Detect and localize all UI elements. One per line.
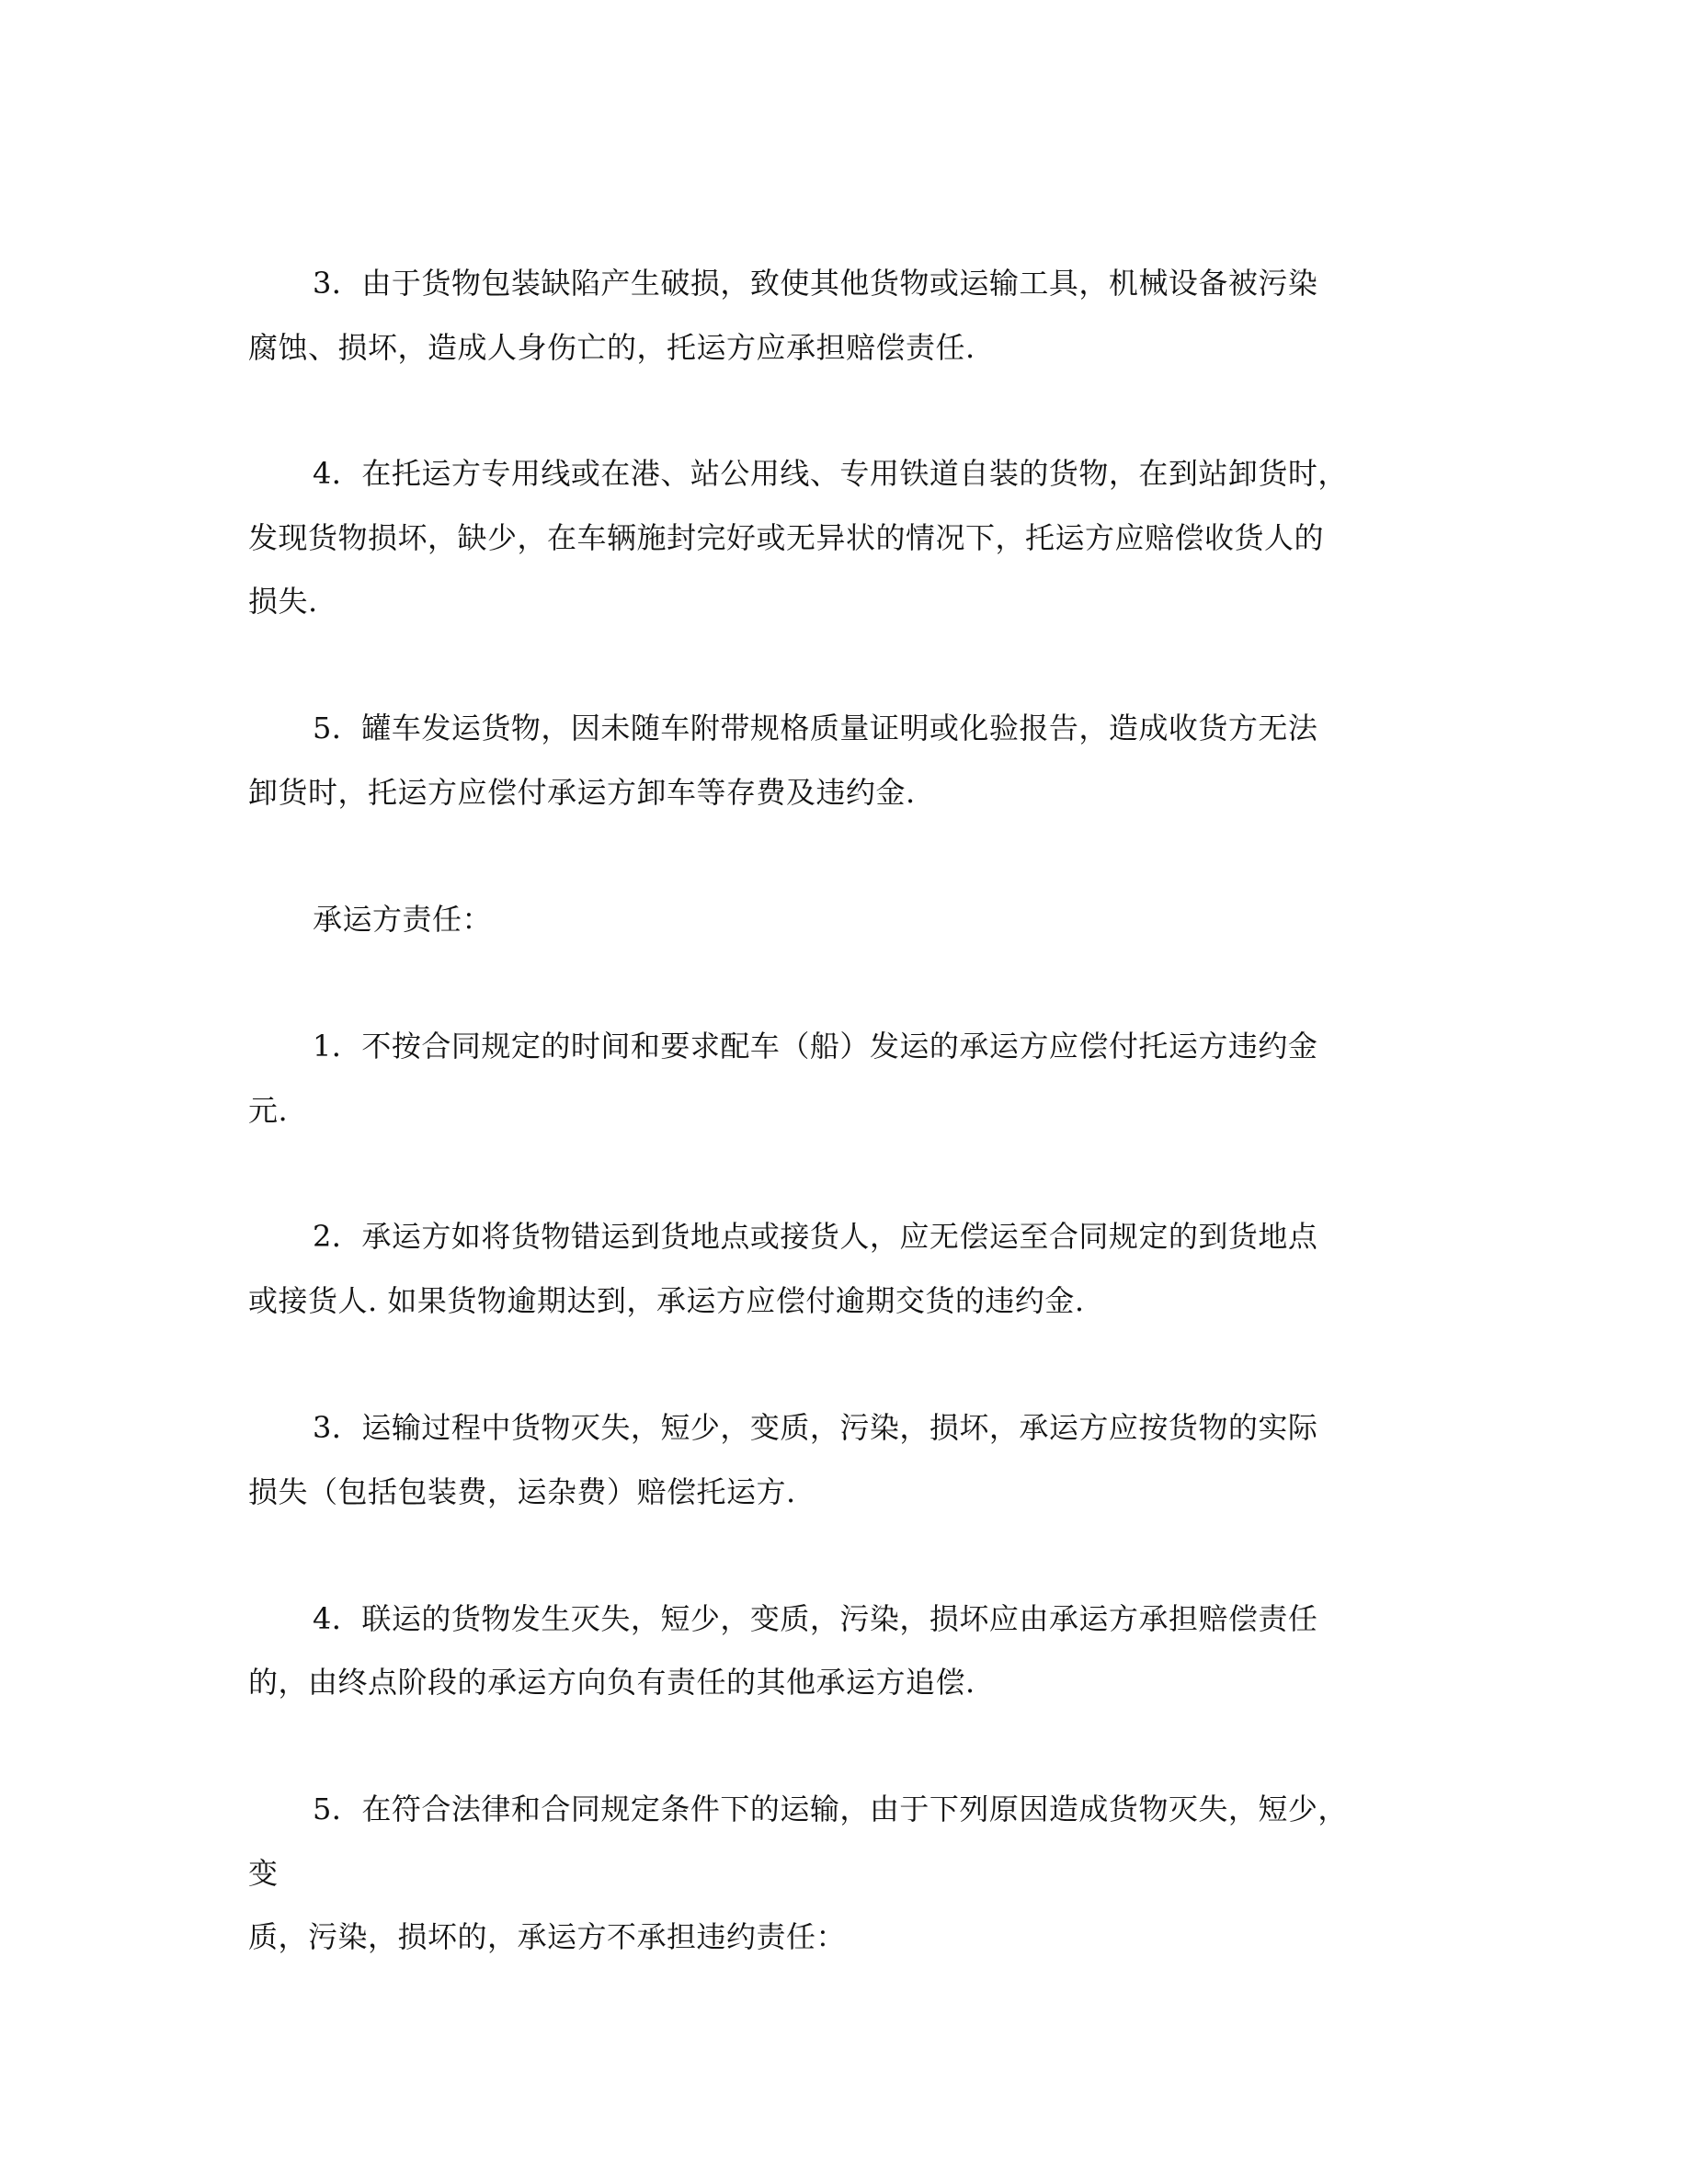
section-heading: 承运方责任： bbox=[313, 902, 493, 937]
paragraph-9-line-2: 变 bbox=[248, 1856, 279, 1891]
paragraph-5-line-1: 1．不按合同规定的时间和要求配车（船）发运的承运方应偿付托运方违约金 bbox=[313, 1029, 1318, 1064]
paragraph-2-line-3: 损失. bbox=[248, 584, 318, 619]
paragraph-7-line-1: 3．运输过程中货物灭失，短少，变质，污染，损坏，承运方应按货物的实际 bbox=[313, 1410, 1318, 1445]
paragraph-9-line-3: 质，污染，损坏的，承运方不承担违约责任： bbox=[248, 1919, 847, 1954]
paragraph-3-line-2: 卸货时，托运方应偿付承运方卸车等存费及违约金. bbox=[248, 775, 916, 810]
paragraph-7-line-2: 损失（包括包装费，运杂费）赔偿托运方. bbox=[248, 1474, 796, 1509]
paragraph-9-line-1: 5．在符合法律和合同规定条件下的运输，由于下列原因造成货物灭失，短少， bbox=[313, 1792, 1348, 1826]
paragraph-3-line-1: 5．罐车发运货物，因未随车附带规格质量证明或化验报告，造成收货方无法 bbox=[313, 711, 1318, 745]
paragraph-6-line-1: 2．承运方如将货物错运到货地点或接货人，应无偿运至合同规定的到货地点 bbox=[313, 1219, 1318, 1254]
paragraph-5-line-2: 元. bbox=[248, 1093, 289, 1128]
paragraph-8-line-1: 4．联运的货物发生灭失，短少，变质，污染，损坏应由承运方承担赔偿责任 bbox=[313, 1601, 1318, 1636]
paragraph-2-line-2: 发现货物损坏，缺少，在车辆施封完好或无异状的情况下，托运方应赔偿收货人的 bbox=[248, 520, 1325, 555]
paragraph-6-line-2: 或接货人. 如果货物逾期达到，承运方应偿付逾期交货的违约金. bbox=[248, 1283, 1085, 1318]
paragraph-1-line-2: 腐蚀、损坏，造成人身伤亡的，托运方应承担赔偿责任. bbox=[248, 330, 975, 365]
paragraph-1-line-1: 3．由于货物包装缺陷产生破损，致使其他货物或运输工具，机械设备被污染 bbox=[313, 266, 1318, 301]
paragraph-2-line-1: 4．在托运方专用线或在港、站公用线、专用铁道自装的货物，在到站卸货时， bbox=[313, 456, 1348, 491]
paragraph-8-line-2: 的，由终点阶段的承运方向负有责任的其他承运方追偿. bbox=[248, 1665, 975, 1700]
